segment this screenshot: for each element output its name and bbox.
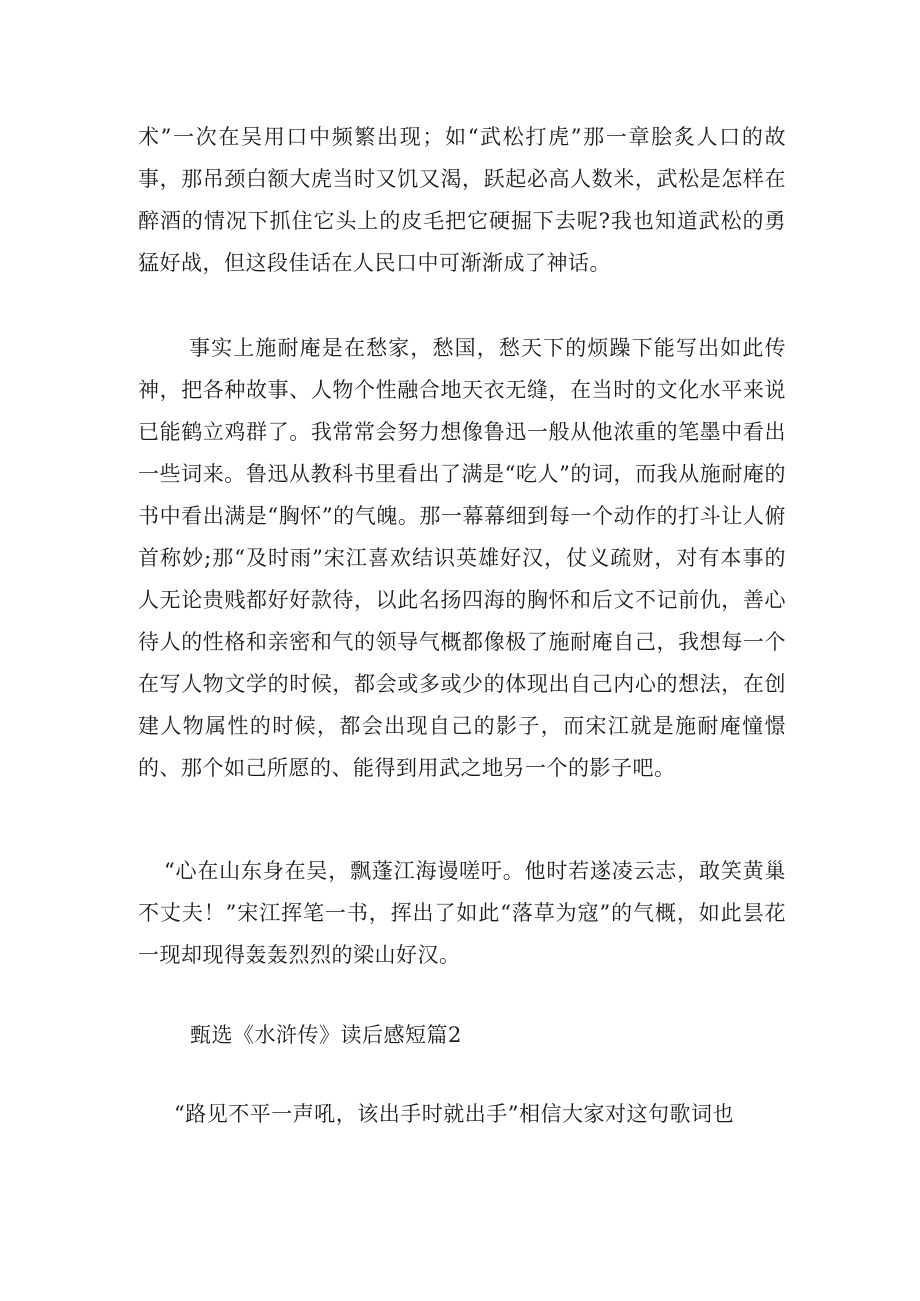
- paragraph-2: 事实上施耐庵是在愁家，愁国，愁天下的烦躁下能写出如此传神，把各种故事、人物个性融合地天衣无缝，在当时的文化水平来说已能鹤立鸡群了。我常常会努力想像鲁迅一般从他浓重的笔墨中看出一些词来。鲁迅从教科书里看出了满是“吃人”的词，而我从施耐庵的书中看出满是“胸怀”的气魄。那一幕幕细到每一个动作的打斗让人俯首称妙;那“及时雨”宋江喜欢结识英雄好汉，仗义疏财，对有本事的人无论贵贱都好好款待，以此名扬四海的胸怀和后文不记前仇，善心待人的性格和亲密和气的领导气概都像极了施耐庵自己，我想每一个在写人物文学的时候，都会或多或少的体现出自己内心的想法，在创建人物属性的时候，都会出现自己的影子，而宋江就是施耐庵憧憬的、那个如己所愿的、能得到用武之地另一个的影子吧。: [138, 336, 786, 780]
- paragraph-4: “路见不平一声吼，该出手时就出手”相信大家对这句歌词也: [174, 1102, 734, 1126]
- section-heading: 甄选《水浒传》读后感短篇2: [190, 1023, 462, 1047]
- paragraph-1: 术”一次在吴用口中频繁出现；如“武松打虎”那一章脍炙人口的故事，那吊颈白额大虎当时又饥又渴，跃起必高人数米，武松是怎样在醉酒的情况下抓住它头上的皮毛把它硬掘下去呢?我也知道武松的勇猛好战，但这段佳话在人民口中可渐渐成了神话。: [138, 125, 786, 275]
- paragraph-3: “心在山东身在吴，飘蓬江海谩嗟吁。他时若遂凌云志，敢笑黄巢不丈夫！”宋江挥笔一书，挥出了如此“落草为寇”的气概，如此昙花一现却现得轰轰烈烈的梁山好汉。: [138, 859, 786, 967]
